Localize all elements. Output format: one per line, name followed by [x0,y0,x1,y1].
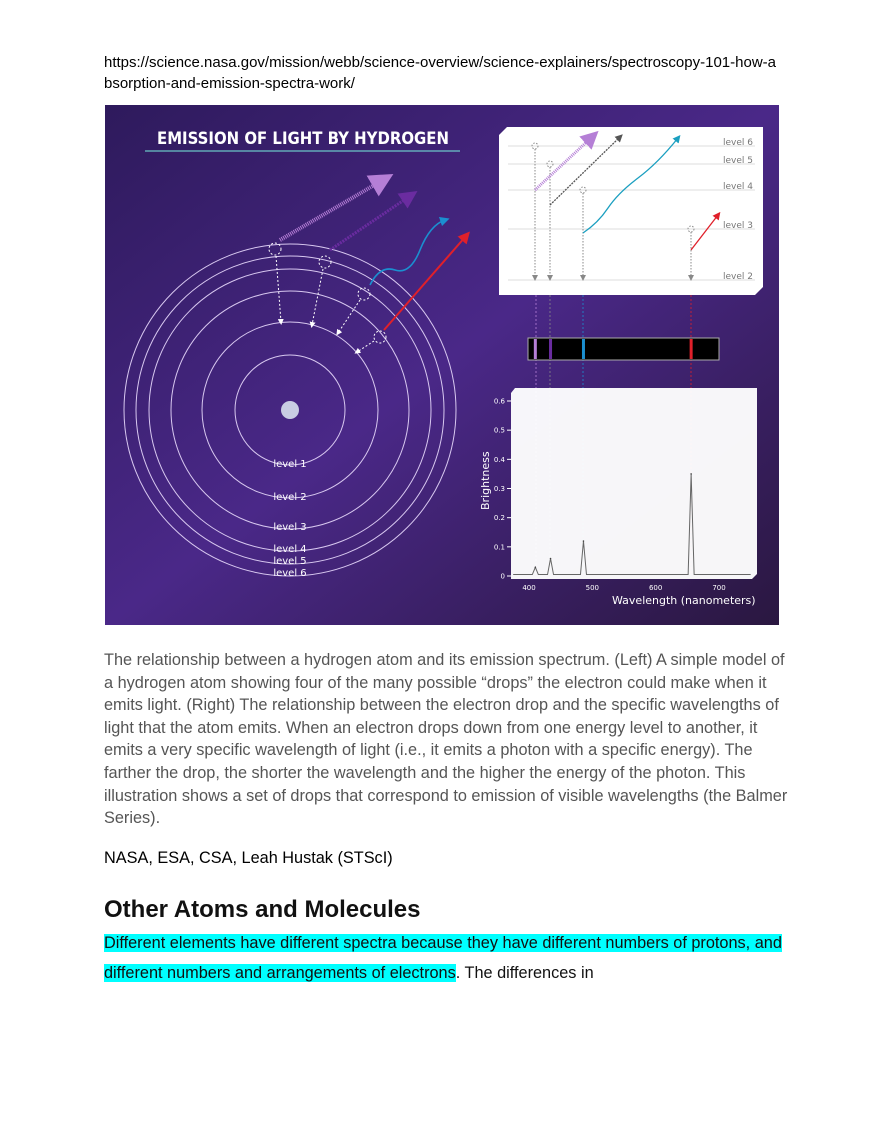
svg-text:level 4: level 4 [723,182,753,192]
y-tick-label: 0.2 [493,514,505,523]
y-tick-label: 0.6 [493,397,505,406]
emission-line-656 [690,339,693,359]
x-tick-label: 500 [585,584,600,592]
figure-caption: The relationship between a hydrogen atom and its emission spectrum. (Left) A simple model of a hydrogen atom showing four of the many possible “drops” the electron could make when it emits light. (Right) The relationship between the electron drop and the specific wavelengths of light that the atom emits. When an electron drops down from one energy level to another, it emits a very specific wavelength of light (i.e., it emits a photon with a specific energy). The farther the drop, the shorter the wavelength and the higher the energy of the photon. This illustration shows a set of drops that correspond to emission of visible wavelengths (the Balmer Series). [104,651,788,828]
svg-text:level 6: level 6 [723,138,753,148]
highlighted-text: Different elements have different spectra because they have different numbers of protons, and different numbers and arrangements of electrons [104,934,782,982]
chart-y-label: Brightness [479,451,492,510]
chart-x-label: Wavelength (nanometers) [612,594,756,607]
svg-text:level 2: level 2 [723,272,753,282]
figure-title: EMISSION OF LIGHT BY HYDROGEN [157,129,449,149]
svg-text:level 4: level 4 [273,544,307,555]
peak-point-486 [583,540,585,542]
svg-text:level 3: level 3 [273,522,307,533]
chart-plot-area [511,388,757,579]
y-tick-label: 0 [500,572,505,581]
body-paragraph [104,928,804,988]
y-tick-label: 0.5 [493,426,505,435]
x-tick-label: 700 [712,584,726,592]
svg-text:level 5: level 5 [273,556,307,567]
svg-text:level 5: level 5 [723,156,753,166]
y-tick-label: 0.4 [493,455,505,464]
section-heading: Other Atoms and Molecules [104,896,421,923]
emission-line-434 [549,339,552,359]
emission-line-486 [582,339,585,359]
y-tick-label: 0.3 [493,485,505,493]
svg-text:level 3: level 3 [723,221,753,231]
svg-text:level 2: level 2 [273,492,307,503]
peak-point-434 [550,558,552,560]
svg-text:level 1: level 1 [273,459,307,470]
paragraph-text: . The differences in [455,964,594,982]
hydrogen-emission-figure [105,105,779,625]
energy-level-panel [499,127,763,295]
source-url[interactable]: https://science.nasa.gov/mission/webb/science-overview/science-explainers/spectroscopy-101-how-absorption-and-emission-spectra-work/ [104,54,776,92]
x-tick-label: 400 [522,584,536,592]
peak-point-410 [535,566,537,568]
figure-credit: NASA, ESA, CSA, Leah Hustak (STScI) [104,849,393,867]
svg-text:level 6: level 6 [273,568,307,579]
y-tick-label: 0.1 [493,543,505,552]
peak-point-656 [690,473,692,475]
nucleus [281,401,299,419]
emission-line-410 [534,339,537,359]
x-tick-label: 600 [648,584,663,592]
